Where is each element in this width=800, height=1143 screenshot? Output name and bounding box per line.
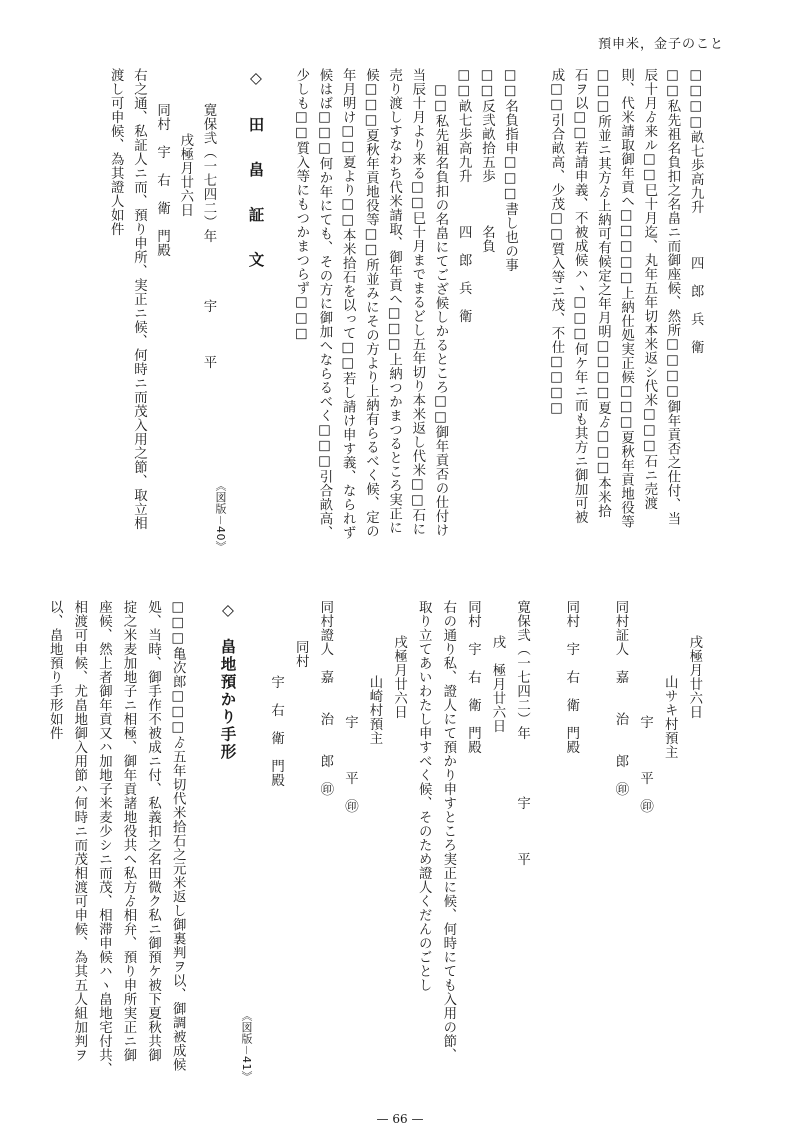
bottom_columns-text-column: 宇 平 ㊞ [637,715,653,813]
top_columns-text-column: 寛保弐（一七四二）年 宇 平 [201,103,216,369]
top_columns-text-column: 右之通、私証人ニ而、預り申所、実正ニ候、何時ニ而茂入用之節、取立相 [131,68,147,530]
bottom_columns-text-column: 以、畠地預り手形如件 [47,600,63,740]
bottom_columns-text-column: 戌極月廿六日 [686,635,702,719]
bottom_columns-text-column: □□□亀次郎□□□ゟ五年切代米拾石之元米返し御裏判ヲ以、御調被成候 [170,600,186,1072]
top_columns-text-column: 渡し可申候、為其證人如件 [108,68,124,236]
bottom_columns-text-column: 寛保弐（一七四二）年 宇 平 [514,600,530,866]
bottom_columns-text-column: 掟之米麦加地子ニ相極、御年貢諸地役共へ私方ゟ相弁、預り申所実正ニ御 [121,600,136,1062]
bottom_columns-text-column: 処、当時、御手作不被成ニ付、私義扣之名田微ク私ニ御預ケ被下夏秋共御 [145,600,161,1062]
bottom_columns-text-column: 同村 宇 右 衛 門殿 [465,600,481,754]
bottom-section [47,600,712,1100]
top_columns-text-column: 辰十月ゟ来ル□□巳十月迄、丸年五年切本米返シ代米□□□石ニ売渡 [641,68,657,510]
top_columns-text-column: 戌極月廿六日 [177,133,193,217]
bottom_columns-text-column: 戌極月廿六日 [391,635,407,719]
top-section [52,68,712,593]
top_columns-text-column: 年月明け□□夏より□□本米拾石を以って□□若し請け申す義、なられず [340,68,356,540]
bottom_columns-text-column: 同村證人 嘉 治 郎 ㊞ [317,600,333,796]
top_columns-text-column: □□畝七歩高九升 四 郎 兵 衛 [456,68,472,324]
bottom_columns-text-column: 右の通り私、證人にて預かり申すところ実正に候、何時にても入用の節、 [440,600,456,1062]
top_columns-text-column: □□名負指申□□□書し也の事 [502,68,518,272]
top_columns-text-column: □□□所並ニ其方ゟ上納可有候定之年月明□□□□夏ゟ□□□本米拾 [595,68,611,518]
bottom_columns-text-column: 取り立てあいわたし申すべく候、そのため證人くだんのごとし [416,600,432,992]
top_columns-text-column: □□□□畝七歩高九升 四 郎 兵 衛 [688,68,704,355]
top_columns-text-column: 同村 宇 右 衛 門殿 [154,103,170,257]
bottom_columns-text-column: 同村 宇 右 衛 門殿 [563,600,579,754]
bottom_columns-text-column: 同村 [293,640,309,668]
top_columns-text-column: 当辰十月より来る□□巳十月までまるどし五年切り本米返し代米□□石に [409,68,425,537]
top_columns-text-column: 石ヲ以□□若請申義、不被成候ハヽ□□□何ケ年ニ而も其方ニ御加可被 [572,68,588,524]
bottom_columns-text-column: 戌 極月廿六日 [490,635,505,733]
top_columns-text-column: 候はば□□□何か年にても、その方に御加へならるべく□□□引合畝高、 [317,68,332,540]
bottom_columns-text-column: 同村証人 嘉 治 郎 ㊞ [613,600,628,796]
bottom_columns-text-column: 座候、然上者御年貢又ハ加地子米麦少シニ而茂、相滞申候ハヽ畠地宅付共、 [96,600,112,1076]
top_columns-text-column: 則、代米請取御年貢へ□□□□□上納仕処実正候□□□夏秋年貢地役等 [618,68,634,529]
top_columns-text-column: □□私先祖名負扣之名畠ニ而御座候、然所□□□□御年貢否之仕付、当 [665,68,680,526]
top_columns-text-column: 売り渡しすなわち代米請取、御年貢へ□□□上納つかまつるところ実正に [386,68,402,535]
top_columns-section-heading: ◇ 田 畠 証 文 [246,68,266,274]
top_columns-text-column: □□反弐畝拾五歩 名負 [479,68,495,254]
bottom_columns-text-column: 相渡可申候、尤畠地御入用節ハ何時ニ而茂相渡可申候、為其五人組加判ヲ [71,600,87,1062]
figure-label-41: 《図版－41》 [240,1010,253,1083]
top_columns-text-column: 少しも□□質入等にもつかまつらず□□□ [293,68,309,342]
figure-label-40: 《図版－40》 [214,480,227,553]
bottom_columns-text-column: 山サキ村預主 [662,675,678,759]
bottom_columns-section-heading: ◇ 畠地預かり手形 [218,600,238,761]
page-number: — 66 — [376,1112,424,1126]
top_columns-text-column: 成□□引合畝高、少茂□□質入等ニ茂、不仕□□□□ [549,68,564,417]
bottom_columns-text-column: 山崎村預主 [367,675,382,745]
bottom_columns-text-column: 宇 右 衛 門殿 [268,675,284,787]
top_columns-text-column: □□私先祖名負扣の名畠にてござ候しかるところ□□御年貢否の仕付け [433,83,448,538]
running-header: 預申米，金子のこと [597,37,724,52]
top_columns-text-column: 候□□□夏秋年貢地役等□□所並みにその方より上納有らるべく候、定の [363,68,379,538]
bottom_columns-text-column: 宇 平 ㊞ [342,715,358,813]
